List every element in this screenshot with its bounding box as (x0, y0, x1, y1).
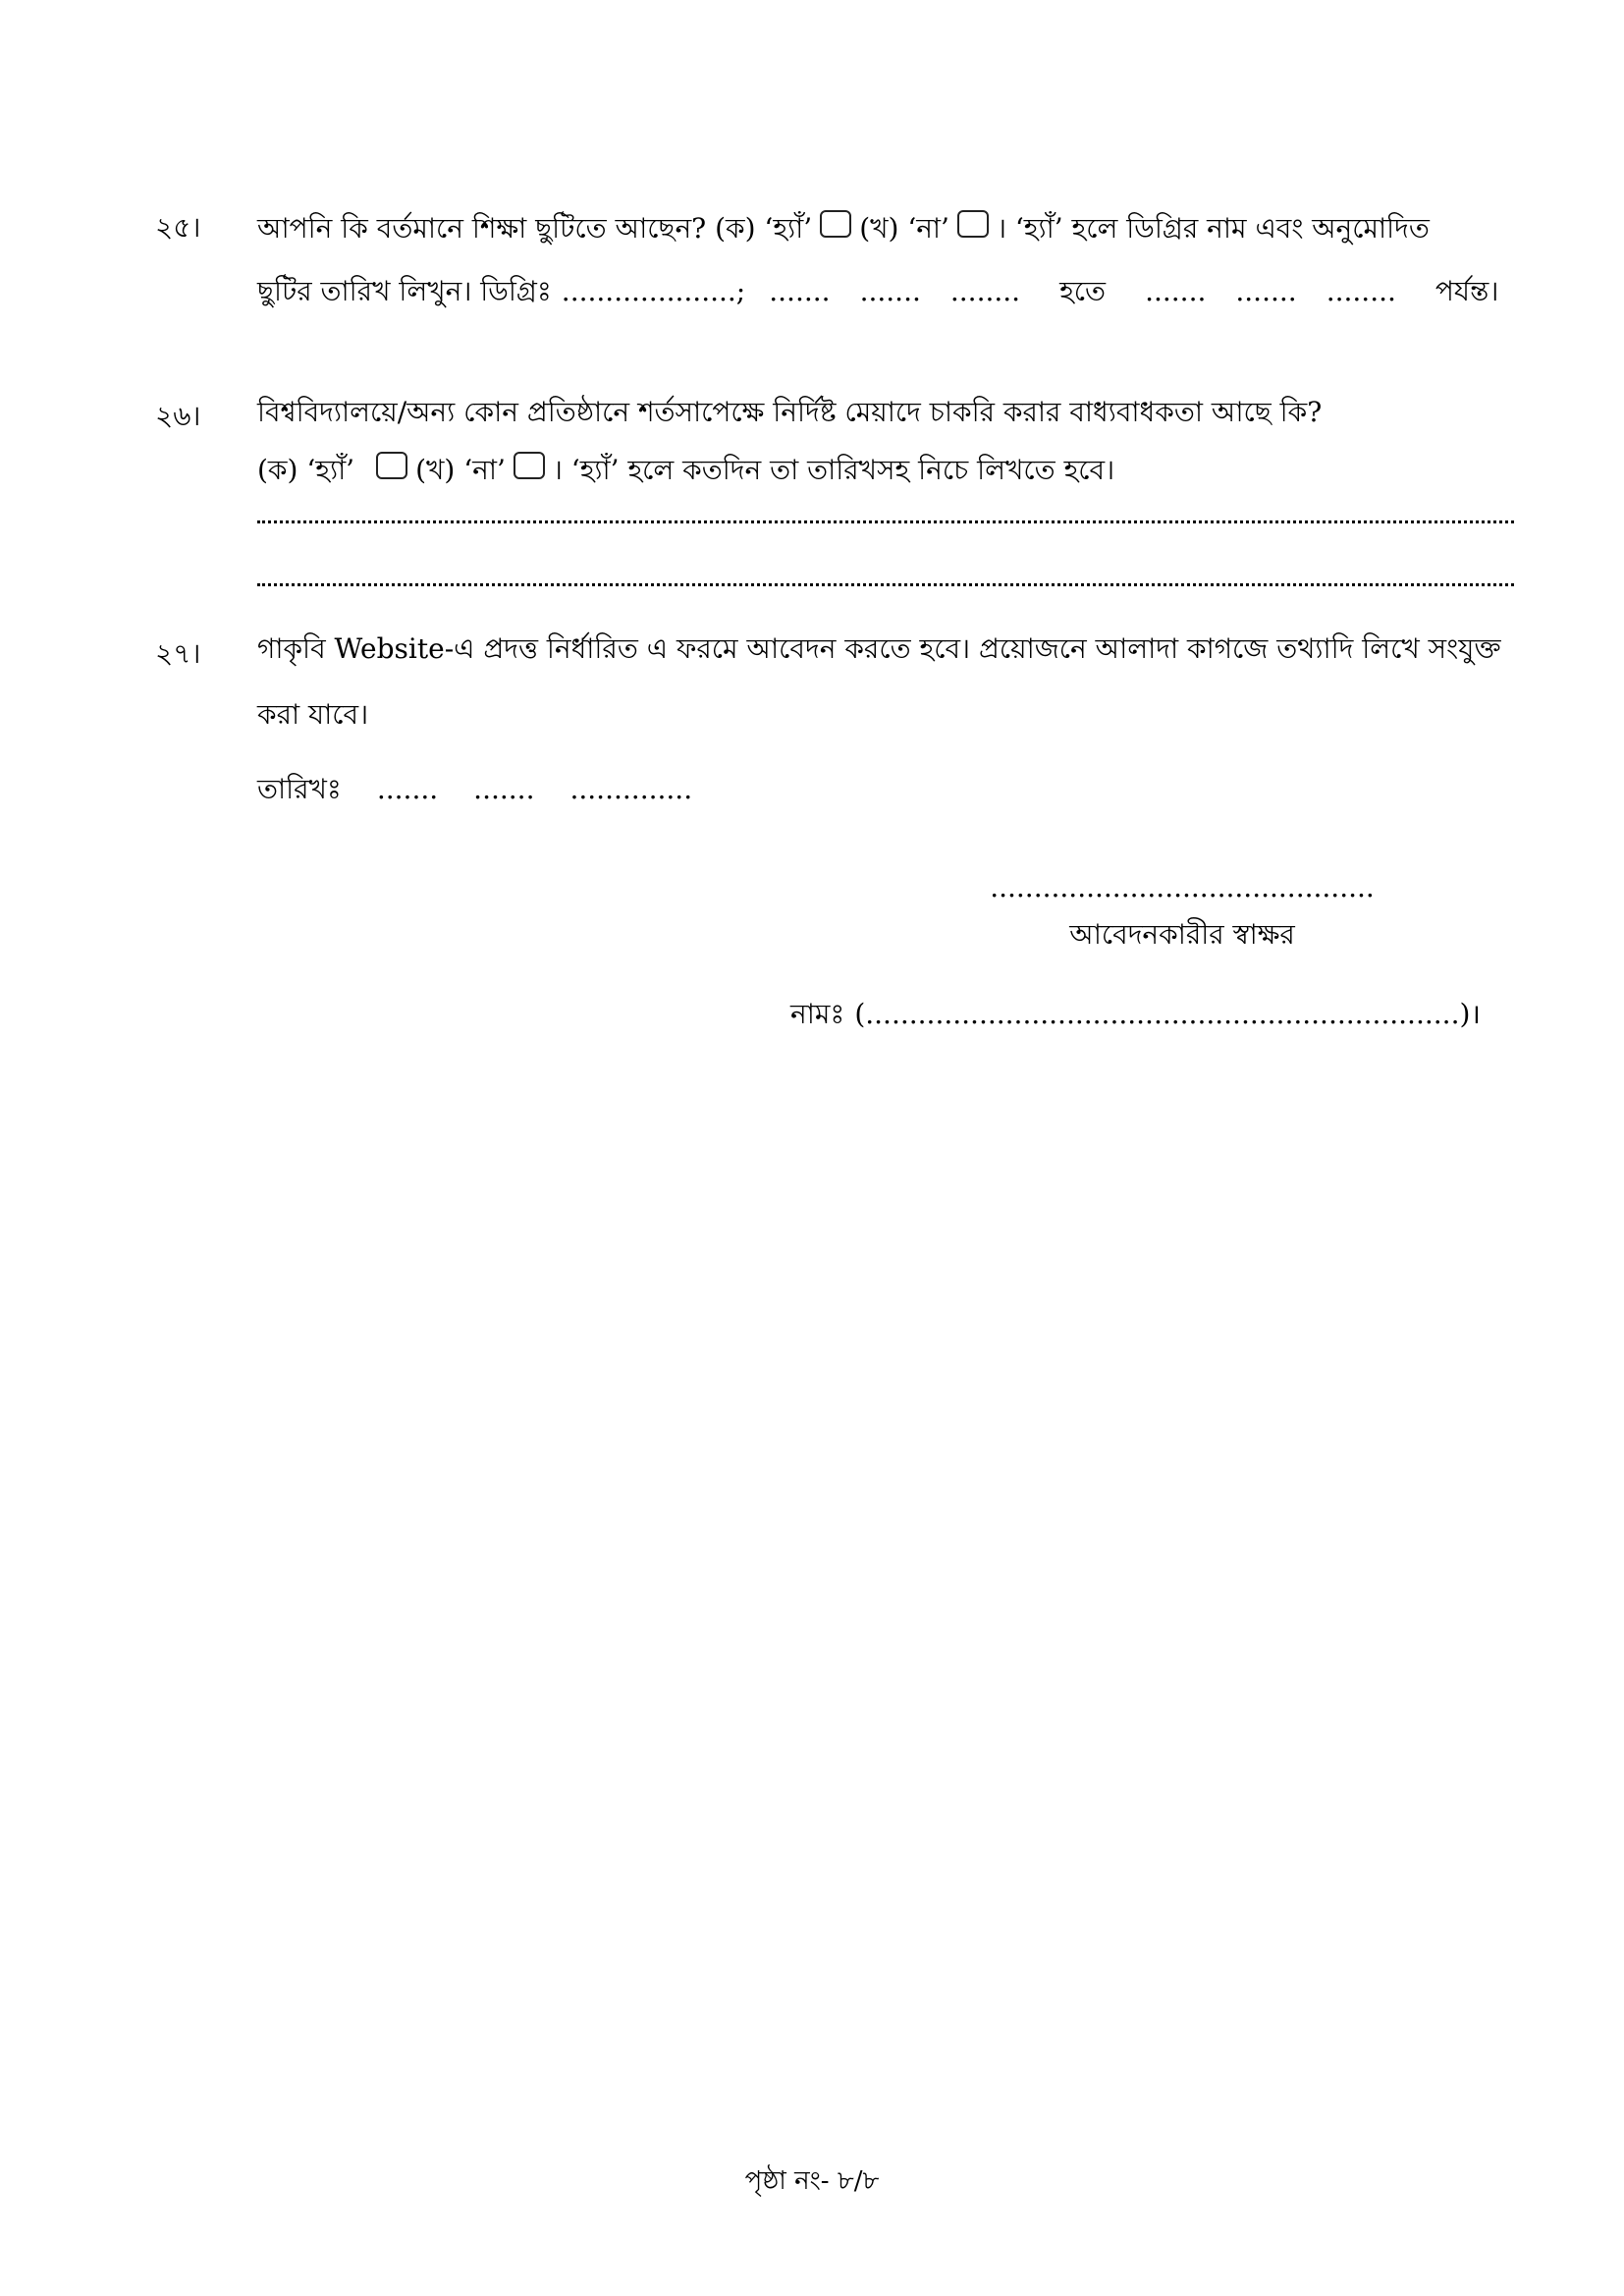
q27-number: ২৭। (155, 637, 201, 670)
signature-label: আবেদনকারীর স্বাক্ষর (1069, 918, 1295, 951)
name-label: নামঃ (790, 998, 845, 1030)
q25-from-word: হতে (1059, 275, 1107, 307)
q25-from-year-field[interactable]: ........ (949, 275, 1021, 307)
date-month-field[interactable]: ....... (473, 773, 535, 805)
q26-instruction: । ‘হ্যাঁ’ হলে কতদিন তা তারিখসহ নিচে লিখতে হবে। (552, 454, 1115, 486)
q25-text-b: (খ) ‘না’ (859, 212, 949, 245)
q25-no-checkbox[interactable] (957, 210, 989, 238)
date-day-field[interactable]: ....... (376, 773, 439, 805)
q26-yes-checkbox[interactable] (376, 452, 407, 479)
q27-line2: করা যাবে। (257, 698, 369, 731)
q25-text-a: আপনি কি বর্তমানে শিক্ষা ছুটিতে আছেন? (ক) ‘হ্যাঁ’ (257, 212, 813, 245)
q25-from-month-field[interactable]: ....... (859, 275, 921, 307)
q27-line1: গাকৃবি Website-এ প্রদত্ত নির্ধারিত এ ফরমে আবেদন করতে হবে। প্রয়োজনে আলাদা কাগজে তথ্যাদি লিখে সংযুক্ত (257, 632, 1501, 665)
q25-to-year-field[interactable]: ........ (1326, 275, 1396, 307)
q26-answer-line-2[interactable] (257, 583, 1514, 586)
date-label: তারিখঃ (257, 773, 342, 805)
q25-line2 (257, 275, 1499, 307)
q26-no-checkbox[interactable] (514, 452, 545, 479)
q26-answer-line-1[interactable] (257, 520, 1514, 523)
name-field[interactable]: (....................................................................)। (854, 998, 1481, 1030)
q25-to-month-field[interactable]: ....... (1235, 275, 1297, 307)
q26-opt-no: (খ) ‘না’ (415, 454, 506, 486)
q26-line1: বিশ্ববিদ্যালয়ে/অন্য কোন প্রতিষ্ঠানে শর্তসাপেক্ষে নির্দিষ্ট মেয়াদে চাকরি করার বাধ্যবাধকতা আছে কি? (257, 396, 1323, 428)
q25-from-day-field[interactable]: ....... (769, 275, 831, 307)
date-year-field[interactable]: .............. (569, 773, 693, 805)
q25-degree-field[interactable]: ....................; (561, 275, 746, 307)
q25-to-day-field[interactable]: ....... (1145, 275, 1207, 307)
page-number: পৃষ্ঠা নং- ৮/৮ (744, 2166, 880, 2196)
date-row (257, 773, 693, 805)
q25-to-word: পর্যন্ত। (1435, 275, 1499, 307)
q25-text-c: । ‘হ্যাঁ’ হলে ডিগ্রির নাম এবং অনুমোদিত (996, 212, 1430, 245)
q26-line2 (257, 452, 1114, 484)
signature-field[interactable]: ............................................ (990, 871, 1375, 903)
q25-line2-label: ছুটির তারিখ লিখুন। ডিগ্রিঃ (257, 275, 552, 307)
q25-line1 (257, 210, 1430, 243)
name-row (790, 998, 1481, 1030)
q25-yes-checkbox[interactable] (820, 210, 851, 238)
q25-number: ২৫। (155, 211, 201, 244)
q26-number: ২৬। (155, 400, 201, 432)
q26-opt-yes: (ক) ‘হ্যাঁ’ (257, 454, 355, 486)
